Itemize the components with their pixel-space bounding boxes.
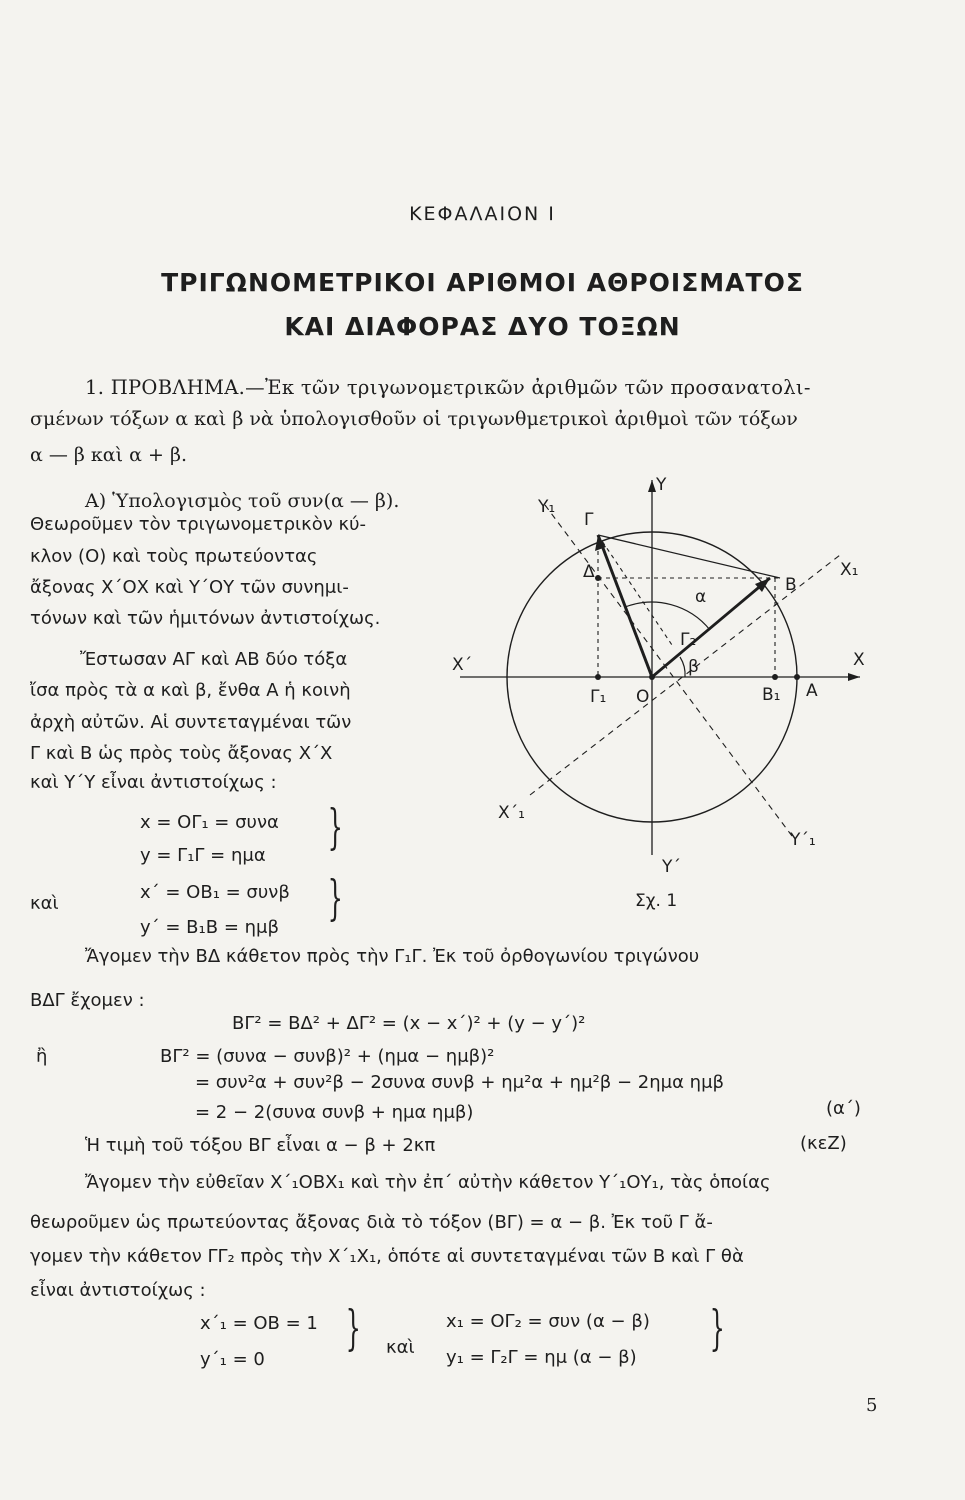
problem-line-1: 1. ΠΡΟΒΛΗΜΑ.—Ἐκ τῶν τριγωνομετρικῶν ἀριθμῶν τῶν προσανατολι- — [85, 376, 811, 399]
label-gamma1: Γ₁ — [590, 687, 607, 707]
label-beta: β — [688, 657, 699, 677]
trig-circle-figure — [440, 460, 880, 930]
page-number: 5 — [866, 1395, 878, 1416]
axes-paragraph-line: γομεν τὴν κάθετον ΓΓ₂ πρὸς τὴν Χ΄₁Χ₁, ὁπότε αἱ συντεταγμέναι τῶν Β καὶ Γ θὰ — [30, 1246, 744, 1267]
intro-line: ἴσα πρὸς τὰ α καὶ β, ἔνθα Α ἡ κοινὴ — [30, 680, 351, 701]
intro-line: Γ καὶ Β ὡς πρὸς τοὺς ἄξονας Χ΄Χ — [30, 743, 333, 764]
x-arrow — [848, 673, 860, 681]
chapter-title-line-1: ΤΡΙΓΩΝΟΜΕΤΡΙΚΟΙ ΑΡΙΘΜΟΙ ΑΘΡΟΙΣΜΑΤΟΣ — [161, 268, 804, 297]
intro-line: τόνων καὶ τῶν ἡμιτόνων ἀντιστοίχως. — [30, 608, 381, 629]
label-y1: Υ₁ — [538, 497, 556, 517]
label-b: Β — [785, 575, 797, 595]
label-delta: Δ — [583, 562, 595, 582]
coord-yp: y΄ = Β₁Β = ημβ — [140, 917, 279, 938]
figure-caption: Σχ. 1 — [635, 891, 678, 911]
problem-line-3: α — β καὶ α + β. — [30, 444, 187, 466]
drop-line-2: ΒΔΓ ἔχομεν : — [30, 990, 145, 1011]
axes-paragraph-line: εἶναι ἀντιστοίχως : — [30, 1280, 206, 1301]
label-b1: Β₁ — [762, 685, 781, 705]
point-a — [794, 674, 800, 680]
label-gamma: Γ — [584, 510, 594, 530]
axes-paragraph-line: Ἄγομεν τὴν εὐθεῖαν Χ΄₁ΟΒΧ₁ καὶ τὴν ἐπ΄ αὐτὴν κάθετον Υ΄₁ΟΥ₁, τὰς ὁποίας — [85, 1172, 771, 1193]
final-kai: καὶ — [386, 1337, 415, 1358]
problem-line-2: σμένων τόξων α καὶ β νὰ ὑπολογισθοῦν οἱ τριγωνθμετρικοὶ ἀριθμοὶ τῶν τόξων — [30, 408, 798, 430]
label-o: Ο — [636, 687, 650, 707]
coord-x: x = ΟΓ₁ = συνα — [140, 812, 279, 833]
final-y1: y₁ = Γ₂Γ = ημ (α − β) — [446, 1347, 637, 1368]
label-gamma2: Γ₂ — [680, 630, 697, 650]
vector-oc — [598, 535, 652, 677]
brace: } — [345, 1300, 361, 1356]
final-x1: x₁ = ΟΓ₂ = συν (α − β) — [446, 1311, 650, 1332]
intro-line: καὶ Υ΄Υ εἶναι ἀντιστοίχως : — [30, 772, 277, 793]
y-arrow — [648, 480, 656, 492]
label-x: Χ — [853, 650, 865, 670]
final-x1-prime: x΄₁ = ΟΒ = 1 — [200, 1313, 318, 1334]
eta-word: ἢ — [36, 1046, 48, 1067]
chapter-title-line-2: ΚΑΙ ΔΙΑΦΟΡΑΣ ΔΥΟ ΤΟΞΩΝ — [284, 312, 681, 341]
label-x1: Χ₁ — [840, 560, 859, 580]
arc-value-line: Ἡ τιμὴ τοῦ τόξου ΒΓ εἶναι α − β + 2κπ — [85, 1135, 436, 1156]
label-y-prime: Υ΄ — [662, 857, 681, 877]
segment-bc — [598, 535, 780, 578]
point-c1 — [595, 674, 601, 680]
chapter-heading: ΚΕΦΑΛΑΙΟΝ Ι — [409, 203, 556, 225]
brace: } — [327, 799, 343, 855]
label-a: Α — [806, 681, 818, 701]
label-alpha: α — [695, 587, 707, 607]
equation-3: = συν²α + συν²β − 2συνα συνβ + ημ²α + ημ²β − 2ημα ημβ — [195, 1072, 725, 1093]
equation-2: ΒΓ² = (συνα − συνβ)² + (ημα − ημβ)² — [160, 1046, 495, 1067]
rotated-y-axis — [545, 505, 795, 840]
arc-value-tag: (κεΖ) — [800, 1133, 847, 1154]
section-a-heading: Α) Ὑπολογισμὸς τοῦ συν(α — β). — [85, 490, 400, 512]
intro-line: Ἔστωσαν ΑΓ καὶ ΑΒ δύο τόξα — [80, 649, 348, 670]
axes-paragraph-line: θεωροῦμεν ὡς πρωτεύοντας ἄξονας διὰ τὸ τόξον (ΒΓ) = α − β. Ἐκ τοῦ Γ ἄ- — [30, 1212, 713, 1233]
label-y: Υ — [656, 475, 667, 495]
point-d — [595, 575, 601, 581]
intro-line: κλον (Ο) καὶ τοὺς πρωτεύοντας — [30, 546, 318, 567]
drop-line-1: Ἄγομεν τὴν ΒΔ κάθετον πρὸς τὴν Γ₁Γ. Ἐκ τοῦ ὀρθογωνίου τριγώνου — [85, 946, 700, 967]
coord-y: y = Γ₁Γ = ημα — [140, 845, 266, 866]
point-o — [649, 674, 655, 680]
point-b1 — [772, 674, 778, 680]
label-x1-prime: Χ΄₁ — [498, 803, 525, 823]
vector-ob — [652, 578, 770, 677]
label-y1-prime: Υ΄₁ — [790, 830, 816, 850]
intro-line: ἀρχὴ αὐτῶν. Αἱ συντεταγμέναι τῶν — [30, 712, 352, 733]
arc-beta — [680, 657, 685, 677]
brace: } — [709, 1300, 725, 1356]
coord-xp: x΄ = ΟΒ₁ = συνβ — [140, 882, 290, 903]
equation-4: = 2 − 2(συνα συνβ + ημα ημβ) — [195, 1102, 474, 1123]
intro-line: ἄξονας Χ΄ΟΧ καὶ Υ΄ΟΥ τῶν συνημι- — [30, 577, 349, 598]
label-x-prime: Χ΄ — [452, 655, 473, 675]
intro-line: Θεωροῦμεν τὸν τριγωνομετρικὸν κύ- — [30, 514, 367, 535]
equation-4-tag: (α΄) — [826, 1098, 861, 1119]
brace: } — [327, 870, 343, 926]
equation-1: ΒΓ² = ΒΔ² + ΔΓ² = (x − x΄)² + (y − y΄)² — [232, 1013, 586, 1034]
final-y1-prime: y΄₁ = 0 — [200, 1349, 265, 1370]
coord-kai: καὶ — [30, 893, 59, 914]
